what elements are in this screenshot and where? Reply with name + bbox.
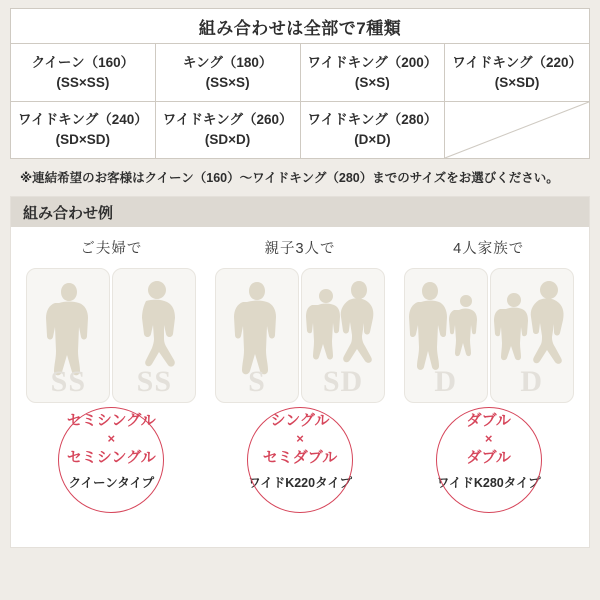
example-body bbox=[11, 227, 589, 491]
table-title: 組み合わせは全部で7種類 bbox=[10, 8, 590, 44]
cell-line2: (SS×SS) bbox=[56, 74, 110, 90]
cell-line1: ワイドキング（260） bbox=[162, 112, 293, 128]
cell-line1: キング（180） bbox=[182, 54, 273, 70]
label-sub: クイーンタイプ bbox=[68, 476, 155, 491]
table-row bbox=[11, 44, 589, 101]
label-top: シングル bbox=[270, 412, 330, 429]
label-bottom: セミダブル bbox=[262, 449, 338, 467]
label-x: × bbox=[107, 431, 116, 447]
cell-line2: (SD×D) bbox=[204, 132, 251, 147]
bed-left bbox=[215, 268, 299, 403]
label-sub: ワイドK220タイプ bbox=[248, 476, 352, 491]
bed-size-label: S bbox=[248, 365, 266, 398]
bed-size-label: SD bbox=[322, 365, 364, 398]
example-caption: 親子3人で bbox=[264, 241, 336, 257]
cell-line2: (SD×SD) bbox=[55, 132, 111, 147]
cell-line2: (S×S) bbox=[354, 74, 390, 90]
example-labels bbox=[248, 411, 352, 491]
cell-line2: (S×SD) bbox=[494, 74, 540, 90]
bed-pair bbox=[25, 268, 197, 403]
combination-table-block bbox=[0, 0, 600, 196]
table-cell bbox=[156, 44, 301, 101]
table-note: ※連結希望のお客様はクイーン（160）〜ワイドキング（280）までのサイズをお選びください。 bbox=[20, 171, 559, 185]
table-row bbox=[11, 101, 589, 158]
bed-pair bbox=[403, 268, 575, 403]
example-column-couple bbox=[17, 237, 206, 491]
label-bottom: セミシングル bbox=[66, 449, 156, 467]
bed-right bbox=[112, 268, 196, 403]
table-cell bbox=[445, 44, 589, 101]
example-column-family3 bbox=[206, 237, 395, 491]
bed-size-label: D bbox=[434, 365, 457, 398]
bed-pair bbox=[214, 268, 386, 403]
example-labels bbox=[437, 411, 541, 491]
example-block bbox=[10, 196, 590, 548]
example-labels bbox=[67, 411, 156, 491]
example-caption: 4人家族で bbox=[453, 241, 525, 257]
bed-size-label: SS bbox=[50, 365, 87, 398]
table-cell-empty bbox=[445, 101, 589, 158]
bed-right bbox=[490, 268, 574, 403]
table-cell bbox=[156, 101, 301, 158]
cell-line1: ワイドキング（220） bbox=[452, 54, 582, 70]
label-sub: ワイドK280タイプ bbox=[436, 476, 541, 491]
cell-line1: クイーン（160） bbox=[31, 54, 135, 70]
example-header: 組み合わせ例 bbox=[11, 197, 589, 227]
cell-line2: (D×D) bbox=[354, 132, 391, 147]
table-cell bbox=[11, 101, 156, 158]
diagonal-strike-icon bbox=[445, 102, 589, 158]
bed-size-label: D bbox=[520, 365, 543, 398]
example-column-family4 bbox=[394, 237, 583, 491]
label-bottom: ダブル bbox=[466, 449, 511, 467]
cell-line2: (SS×S) bbox=[205, 74, 250, 90]
bed-size-label: SS bbox=[136, 365, 173, 398]
combination-grid bbox=[10, 44, 590, 159]
bed-left bbox=[404, 268, 488, 403]
cell-line1: ワイドキング（240） bbox=[18, 112, 148, 128]
footer-spacer bbox=[0, 548, 600, 549]
table-cell bbox=[11, 44, 156, 101]
table-cell bbox=[301, 101, 446, 158]
label-top: セミシングル bbox=[66, 412, 156, 429]
cell-line1: ワイドキング（200） bbox=[307, 54, 438, 70]
label-x: × bbox=[484, 431, 493, 447]
cell-line1: ワイドキング（280） bbox=[307, 112, 438, 128]
label-top: ダブル bbox=[466, 412, 511, 429]
label-x: × bbox=[296, 431, 304, 447]
example-caption: ご夫婦で bbox=[80, 241, 143, 257]
bed-left bbox=[26, 268, 110, 403]
bed-right bbox=[301, 268, 385, 403]
table-cell bbox=[301, 44, 446, 101]
